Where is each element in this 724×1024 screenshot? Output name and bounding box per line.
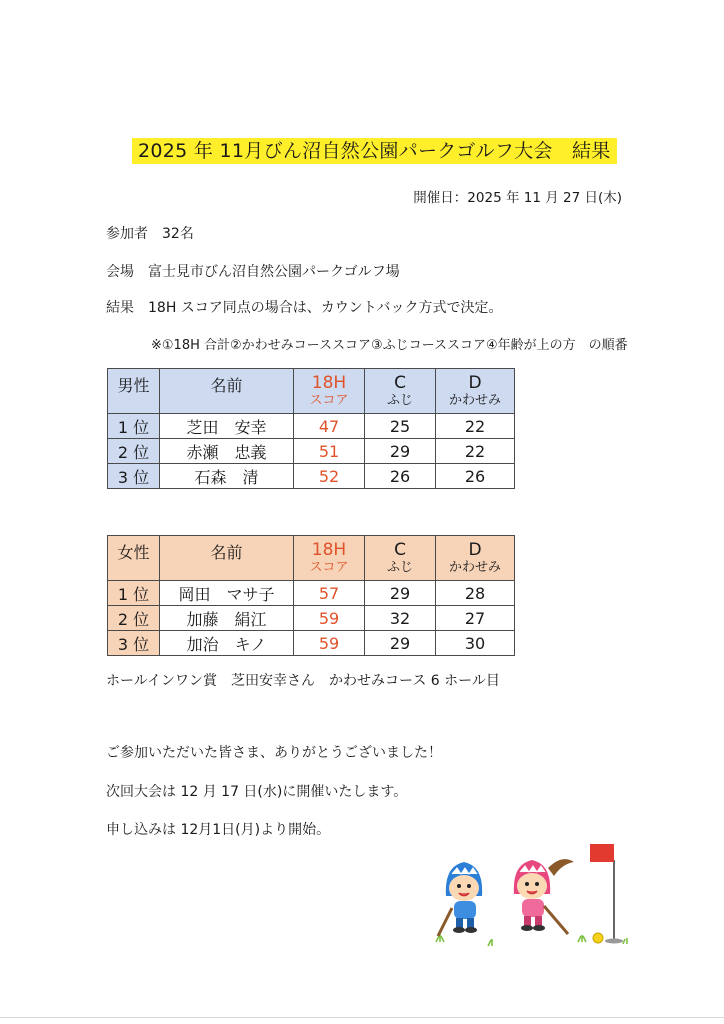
course-c-cell: 29 [365, 581, 436, 606]
table-row [108, 464, 515, 489]
rank-cell: 2 位 [108, 606, 160, 631]
course-c-header: C ふじ [365, 369, 436, 414]
girl-mascot-icon [514, 859, 574, 934]
score-cell: 59 [294, 606, 365, 631]
park-golf-mascots-illustration [428, 838, 638, 950]
application-notice: 申し込みは 12月1日(月)より開始。 [106, 822, 331, 838]
name-cell: 赤瀬 忠義 [160, 439, 294, 464]
rank-cell: 2 位 [108, 439, 160, 464]
table-header-row [108, 369, 515, 414]
course-d-cell: 22 [436, 414, 515, 439]
rank-cell: 1 位 [108, 414, 160, 439]
course-c-cell: 32 [365, 606, 436, 631]
course-c-cell: 29 [365, 631, 436, 656]
course-d-cell: 26 [436, 464, 515, 489]
name-header: 名前 [160, 536, 294, 581]
men-results-table [107, 368, 515, 489]
course-c-cell: 26 [365, 464, 436, 489]
category-header: 女性 [108, 536, 160, 581]
boy-mascot-icon [438, 862, 482, 936]
score-cell: 57 [294, 581, 365, 606]
golf-ball-icon [593, 933, 603, 943]
rank-cell: 1 位 [108, 581, 160, 606]
name-header: 名前 [160, 369, 294, 414]
score-header: 18H スコア [294, 536, 365, 581]
page-title: 2025 年 11月びん沼自然公園パークゴルフ大会 結果 [132, 138, 617, 164]
course-c-header: C ふじ [365, 536, 436, 581]
women-results-table [107, 535, 515, 656]
result-rule-line: 結果 18H スコア同点の場合は、カウントバック方式で決定。 [106, 300, 503, 316]
course-d-cell: 28 [436, 581, 515, 606]
name-cell: 加藤 絹江 [160, 606, 294, 631]
score-cell: 59 [294, 631, 365, 656]
next-event-notice: 次回大会は 12 月 17 日(水)に開催いたします。 [106, 784, 408, 800]
course-d-header: D かわせみ [436, 536, 515, 581]
course-c-cell: 29 [365, 439, 436, 464]
name-cell: 加治 キノ [160, 631, 294, 656]
table-row [108, 414, 515, 439]
category-header: 男性 [108, 369, 160, 414]
table-row [108, 631, 515, 656]
table-row [108, 581, 515, 606]
venue-line: 会場 富士見市びん沼自然公園パークゴルフ場 [106, 264, 400, 280]
score-header: 18H スコア [294, 369, 365, 414]
table-row [108, 606, 515, 631]
name-cell: 芝田 安幸 [160, 414, 294, 439]
course-c-cell: 25 [365, 414, 436, 439]
page-edge-divider [0, 1017, 724, 1018]
name-cell: 石森 清 [160, 464, 294, 489]
name-cell: 岡田 マサ子 [160, 581, 294, 606]
score-cell: 47 [294, 414, 365, 439]
course-d-cell: 30 [436, 631, 515, 656]
event-date: 開催日：2025 年 11 月 27 日(木) [413, 190, 622, 206]
rank-cell: 3 位 [108, 464, 160, 489]
score-cell: 52 [294, 464, 365, 489]
table-header-row [108, 536, 515, 581]
score-cell: 51 [294, 439, 365, 464]
hole-in-one-award: ホールインワン賞 芝田安幸さん かわせみコース 6 ホール目 [106, 673, 500, 689]
table-row [108, 439, 515, 464]
participants-line: 参加者 32名 [106, 226, 194, 242]
golf-flag-icon [590, 844, 623, 944]
course-d-header: D かわせみ [436, 369, 515, 414]
thanks-message: ご参加いただいた皆さま、ありがとうございました！ [106, 745, 442, 761]
rank-cell: 3 位 [108, 631, 160, 656]
course-d-cell: 27 [436, 606, 515, 631]
ranking-order-note: ※①18H 合計②かわせみコーススコア③ふじコーススコア④年齢が上の方 の順番 [151, 338, 628, 353]
course-d-cell: 22 [436, 439, 515, 464]
